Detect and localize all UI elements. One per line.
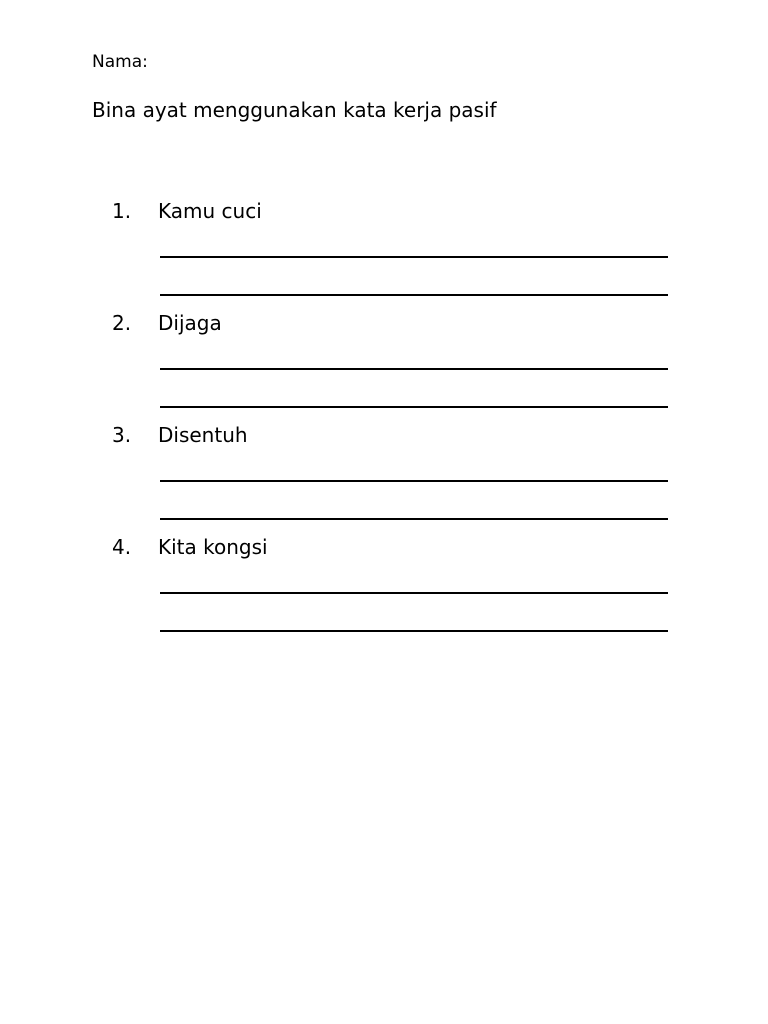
question-number: 2. xyxy=(112,311,132,335)
question-number: 3. xyxy=(112,423,132,447)
question-item xyxy=(112,310,672,336)
answer-line[interactable] xyxy=(160,518,668,520)
answer-line[interactable] xyxy=(160,368,668,370)
question-word: Kita kongsi xyxy=(158,535,268,559)
question-word: Kamu cuci xyxy=(158,199,262,223)
answer-line[interactable] xyxy=(160,630,668,632)
question-item xyxy=(112,534,672,560)
question-number: 1. xyxy=(112,199,132,223)
instruction-text: Bina ayat menggunakan kata kerja pasif xyxy=(92,98,497,122)
question-item xyxy=(112,198,672,224)
answer-line[interactable] xyxy=(160,256,668,258)
answer-line[interactable] xyxy=(160,294,668,296)
question-word: Disentuh xyxy=(158,423,248,447)
name-label: Nama: xyxy=(92,52,148,72)
answer-line[interactable] xyxy=(160,480,668,482)
question-item xyxy=(112,422,672,448)
answer-line[interactable] xyxy=(160,406,668,408)
answer-line[interactable] xyxy=(160,592,668,594)
question-word: Dijaga xyxy=(158,311,222,335)
question-number: 4. xyxy=(112,535,132,559)
